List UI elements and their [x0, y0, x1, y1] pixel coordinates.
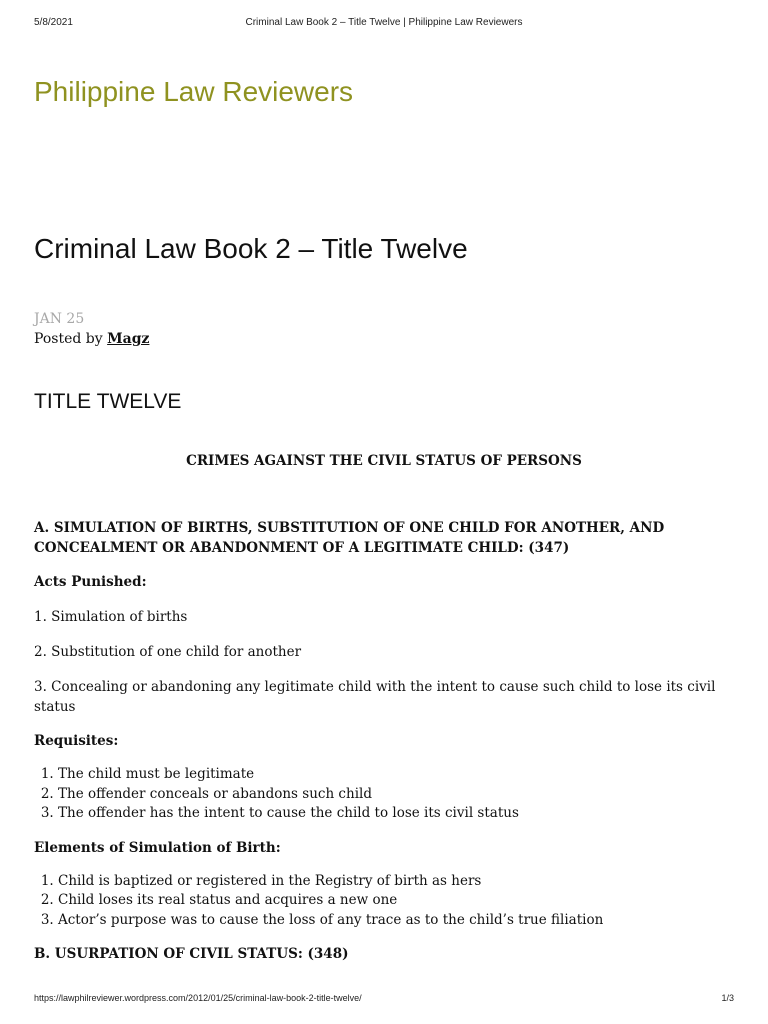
elements-label: Elements of Simulation of Birth:: [34, 839, 281, 856]
act-item: 1. Simulation of births: [34, 609, 188, 625]
print-page-title: Criminal Law Book 2 – Title Twelve | Philippine Law Reviewers: [245, 17, 523, 28]
print-header: [34, 17, 734, 31]
list-item: 2. Child loses its real status and acquires a new one: [58, 891, 734, 911]
acts-label: Acts Punished:: [34, 574, 147, 590]
post-title: Criminal Law Book 2 – Title Twelve: [34, 233, 468, 264]
posted-by-label: Posted by: [34, 331, 103, 347]
print-url: https://lawphilreviewer.wordpress.com/2012/01/25/criminal-law-book-2-title-twelve/: [34, 993, 362, 1003]
post-content: [34, 390, 734, 964]
print-page-number: 1/3: [721, 993, 734, 1003]
centered-heading: CRIMES AGAINST THE CIVIL STATUS OF PERSONS: [186, 453, 582, 469]
post-byline: [34, 331, 149, 347]
list-item: 3. The offender has the intent to cause the child to lose its civil status: [58, 804, 734, 824]
act-item: 3. Concealing or abandoning any legitimate child with the intent to cause such child to lose its civil status: [34, 679, 716, 715]
act-item: 2. Substitution of one child for another: [34, 644, 302, 660]
print-footer: [34, 993, 734, 1007]
elements-list: [34, 872, 734, 931]
list-item: 1. Child is baptized or registered in the Registry of birth as hers: [58, 872, 734, 892]
requisites-label: Requisites:: [34, 733, 119, 749]
list-item: 2. The offender conceals or abandons such child: [58, 785, 734, 805]
requisites-list: [34, 765, 734, 824]
section-title: TITLE TWELVE: [34, 390, 182, 413]
print-date: 5/8/2021: [34, 17, 73, 28]
list-item: 1. The child must be legitimate: [58, 765, 734, 785]
list-item: 3. Actor’s purpose was to cause the loss of any trace as to the child’s true filiation: [58, 911, 734, 931]
heading-b: B. USURPATION OF CIVIL STATUS: (348): [34, 946, 349, 962]
post-date: JAN 25: [34, 311, 85, 327]
author-link[interactable]: Magz: [107, 331, 150, 347]
heading-a: A. SIMULATION OF BIRTHS, SUBSTITUTION OF ONE CHILD FOR ANOTHER, AND CONCEALMENT OR ABANDONMENT OF A LEGITIMATE CHILD: (347): [34, 520, 665, 556]
site-title-link[interactable]: Philippine Law Reviewers: [34, 76, 354, 107]
